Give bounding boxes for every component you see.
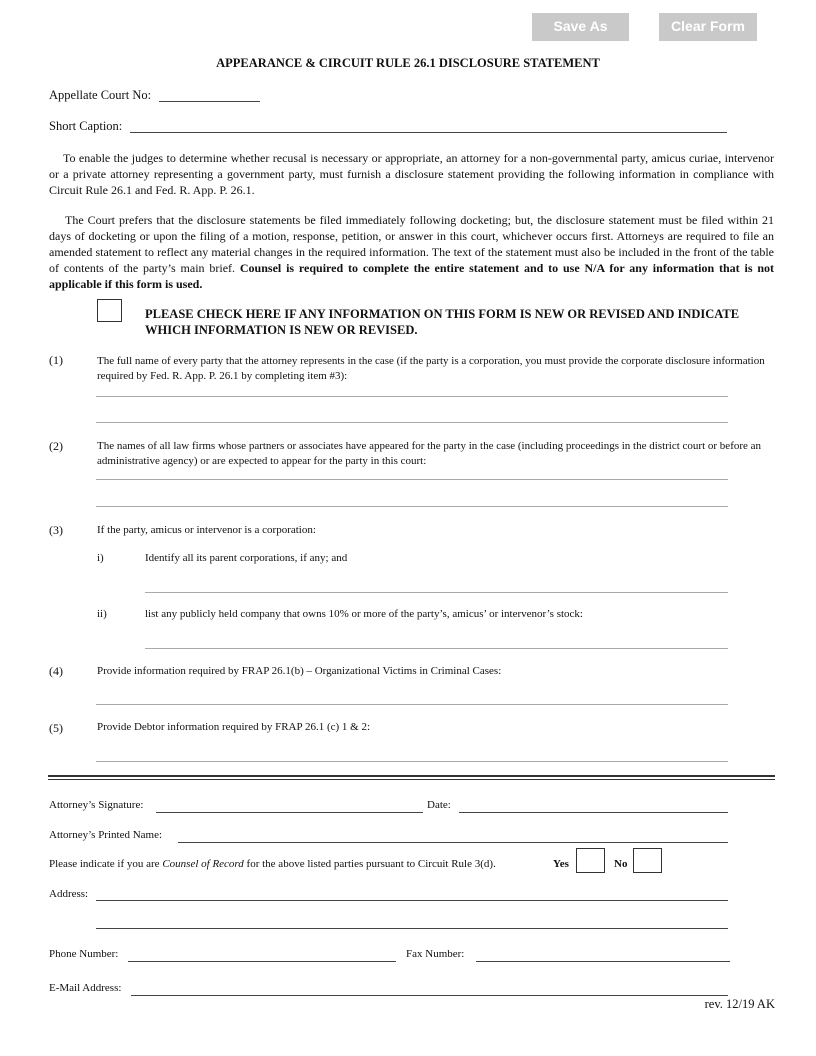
revision-note: rev. 12/19 AK <box>704 997 775 1011</box>
item-4-text: Provide information required by FRAP 26.1(b) – Organizational Victims in Criminal Cases: <box>97 665 502 677</box>
item-4-input[interactable] <box>96 690 728 705</box>
subitem-i-input[interactable] <box>145 578 728 593</box>
no-label: No <box>614 858 628 870</box>
short-caption-label: Short Caption: <box>49 119 123 133</box>
save-as-button[interactable]: Save As <box>532 13 629 41</box>
fax-input[interactable] <box>476 947 730 962</box>
item-2-input-2[interactable] <box>96 492 728 507</box>
subitem-i-text: Identify all its parent corporations, if any; and <box>145 552 348 564</box>
item-4-number: (4) <box>49 664 63 678</box>
address-input-2[interactable] <box>96 914 728 929</box>
phone-label: Phone Number: <box>49 948 119 960</box>
subitem-i-number: i) <box>97 552 104 564</box>
clear-form-button[interactable]: Clear Form <box>659 13 757 41</box>
item-5-number: (5) <box>49 721 63 735</box>
item-5-text: Provide Debtor information required by FRAP 26.1 (c) 1 & 2: <box>97 721 371 733</box>
printed-name-input[interactable] <box>178 828 728 843</box>
subitem-ii-number: ii) <box>97 608 107 620</box>
date-input[interactable] <box>459 798 728 813</box>
court-no-input[interactable] <box>159 87 260 102</box>
court-paragraph <box>49 212 774 292</box>
separator-line-top <box>48 775 775 777</box>
counsel-of-record-question <box>49 858 496 870</box>
yes-label: Yes <box>553 858 569 870</box>
item-1-text: The full name of every party that the attorney represents in the case (if the party is a corporation, you must provide the corporate disclosure information required by Fed. R. App. P. 26.1 by completing item #3): <box>97 355 765 382</box>
counsel-italic: Counsel of Record <box>162 858 244 870</box>
date-label: Date: <box>427 799 451 811</box>
new-revised-checkbox[interactable] <box>97 299 122 322</box>
fax-label: Fax Number: <box>406 948 465 960</box>
email-label: E-Mail Address: <box>49 982 122 994</box>
item-1-input-2[interactable] <box>96 408 728 423</box>
item-2-input-1[interactable] <box>96 465 728 480</box>
check-notice: PLEASE CHECK HERE IF ANY INFORMATION ON THIS FORM IS NEW OR REVISED AND INDICATE WHICH INFORMATION IS NEW OR REVISED. <box>145 307 740 337</box>
address-label: Address: <box>49 888 89 900</box>
court-no-label: Appellate Court No: <box>49 88 152 102</box>
item-3-number: (3) <box>49 523 63 537</box>
subitem-ii-text: list any publicly held company that owns 10% or more of the party’s, amicus’ or intervenor’s stock: <box>145 608 583 620</box>
item-1-input-1[interactable] <box>96 382 728 397</box>
item-1-number: (1) <box>49 353 63 367</box>
no-checkbox[interactable] <box>633 848 662 873</box>
item-5-input[interactable] <box>96 747 728 762</box>
address-input-1[interactable] <box>96 886 728 901</box>
yes-checkbox[interactable] <box>576 848 605 873</box>
printed-name-label: Attorney’s Printed Name: <box>49 829 163 841</box>
signature-label: Attorney’s Signature: <box>49 799 144 811</box>
court-paragraph-text: The Court prefers that the disclosure statements be filed immediately following docketing; but, the disclosure statement must be filed within 21 days of docketing or upon the filing of a motion, response, petition, or answer in this court, whichever occurs first. Attorneys are required to file an amended statement to reflect any material changes in the required information. The text of the statement must also be included in the front of the table of contents of the party’s main brief. <box>49 213 774 275</box>
separator-line-bottom <box>48 779 775 780</box>
item-2-text: The names of all law firms whose partners or associates have appeared for the party in the case (including proceedings in the district court or before an administrative agency) or are expected to appear for the party in this court: <box>97 440 762 467</box>
intro-paragraph: To enable the judges to determine whether recusal is necessary or appropriate, an attorney for a non-governmental party, amicus curiae, intervenor or a private attorney representing a government party, must furnish a disclosure statement providing the following information in compliance with Circuit Rule 26.1 and Fed. R. App. P. 26.1. <box>49 151 774 197</box>
court-paragraph-bold: Counsel is required to complete the entire statement and to use N/A for any information that is not applicable if this form is used. <box>49 261 775 291</box>
item-2-number: (2) <box>49 439 63 453</box>
short-caption-input[interactable] <box>130 118 727 133</box>
counsel-prefix: Please indicate if you are <box>49 858 160 870</box>
item-3-text: If the party, amicus or intervenor is a corporation: <box>97 524 316 536</box>
subitem-ii-input[interactable] <box>145 634 728 649</box>
phone-input[interactable] <box>128 947 396 962</box>
form-title: APPEARANCE & CIRCUIT RULE 26.1 DISCLOSURE STATEMENT <box>216 56 600 70</box>
signature-input[interactable] <box>156 798 423 813</box>
counsel-suffix: for the above listed parties pursuant to Circuit Rule 3(d). <box>246 858 496 870</box>
email-input[interactable] <box>131 981 728 996</box>
